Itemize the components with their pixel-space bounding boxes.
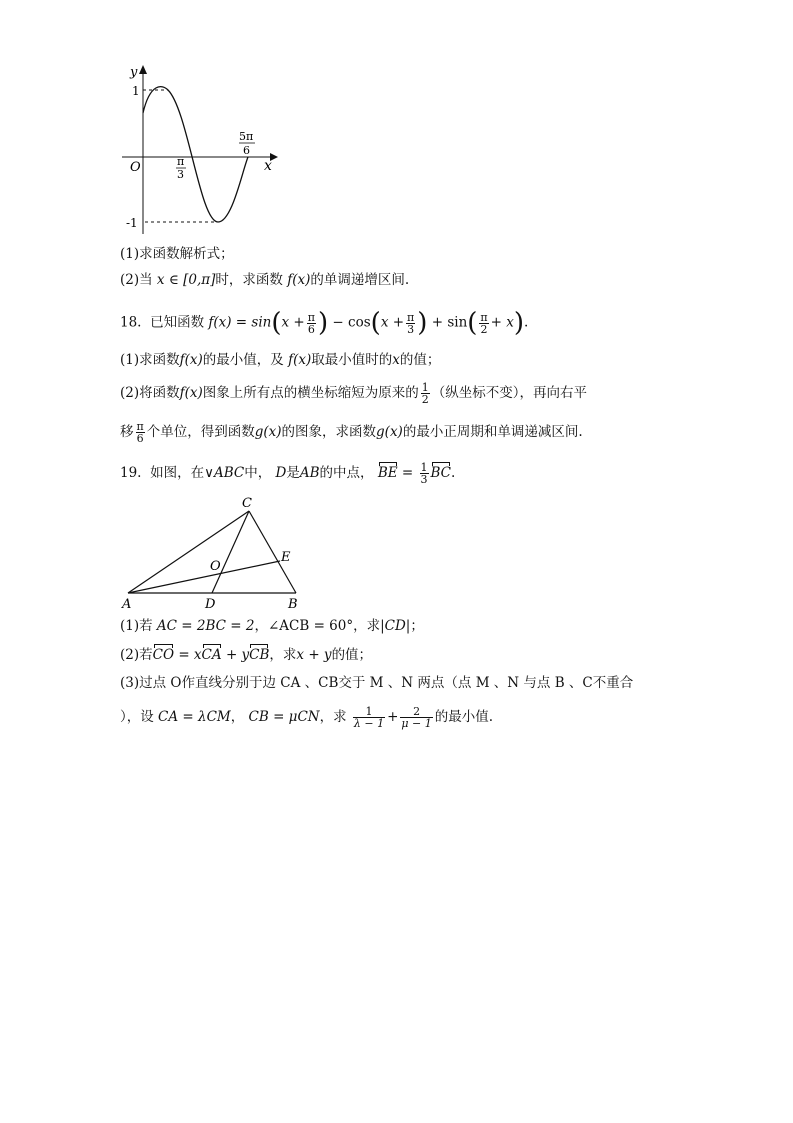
label-C: C xyxy=(242,496,252,511)
y-label: y xyxy=(130,65,138,80)
x-label: x xyxy=(264,158,272,174)
label-B: B xyxy=(288,597,298,612)
p19-q3-line1: (3)过点 O作直线分别于边 CA 、CB交于 M 、N 两点（点 M 、N 与点 B 、C不重合 xyxy=(120,675,634,691)
p19-stem: 19. 如图，在∨ABC中， D是AB的中点， BE = $\frac{1}{3}$ BC. xyxy=(120,461,456,486)
sine-graph xyxy=(110,62,280,237)
x-tick1-num: π xyxy=(177,155,185,168)
origin-label: O xyxy=(130,160,141,175)
p17-q2: (2)当 x ∈ [0,π]时，求函数 f(x)的单调递增区间. xyxy=(120,272,410,288)
sine-curve xyxy=(143,87,248,222)
x-tick2-num: 5π xyxy=(239,130,254,143)
p19-q2: (2)若CO = xCA + yCB，求x + y的值； xyxy=(120,647,373,663)
p19-q1: (1)若 AC = 2BC = 2，∠ACB = 60°，求|CD|； xyxy=(120,618,424,634)
label-E: E xyxy=(281,550,291,565)
label-A: A xyxy=(122,597,132,612)
p18-q1: (1)求函数f(x)的最小值，及 f(x)取最小值时的x的值； xyxy=(120,352,441,368)
x-tick2-den: 6 xyxy=(243,144,250,157)
y-tick-bottom: -1 xyxy=(126,216,138,230)
p17-q1: (1)求函数解析式； xyxy=(120,246,234,262)
triangle-figure xyxy=(118,494,318,612)
y-tick-top: 1 xyxy=(132,84,140,98)
p19-q3-line2: ），设 CA = λCM， CB = μCN，求 $\frac{1}{\lambda - 1}$ + $\frac{2}{\mu - 1}$ 的最小值. xyxy=(120,705,494,730)
y-axis-arrow xyxy=(139,65,147,74)
label-O: O xyxy=(210,559,221,574)
label-D: D xyxy=(205,597,216,612)
p18-q2-line1: (2)将函数f(x)图象上所有点的横坐标缩短为原来的 $\frac{1}{2}$ （纵坐标不变），再向右平 xyxy=(120,381,588,406)
p18-stem: 18. 已知函数 f(x) = sin(x + $\frac{\pi}{6}$ ) − cos(x + $\frac{\pi}{3}$ ) + sin( $\frac{\pi}{2}$ + x). xyxy=(120,308,529,338)
x-tick1-den: 3 xyxy=(177,168,184,181)
p18-q2-line2: 移 $\frac{\pi}{6}$ 个单位，得到函数g(x)的图象，求函数g(x)的最小正周期和单调递减区间. xyxy=(120,420,583,445)
